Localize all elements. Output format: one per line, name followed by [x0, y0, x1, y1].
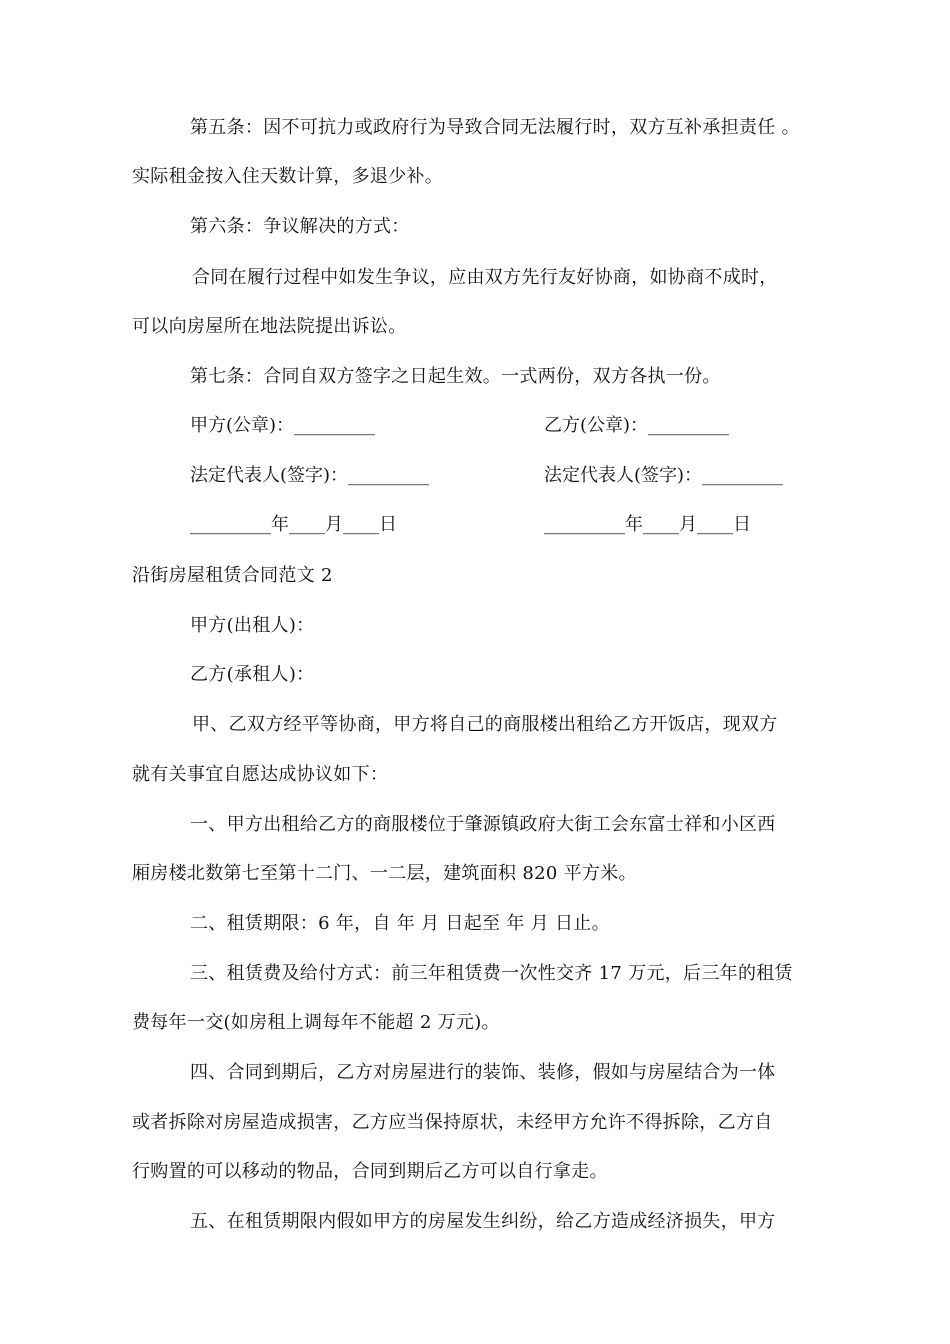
article-4-line-2: 或者拆除对房屋造成损害，乙方应当保持原状，未经甲方允许不得拆除，乙方自: [132, 1112, 773, 1133]
party-b-seal: 乙方(公章)：_________: [544, 415, 730, 436]
article-5-line-1: 五、在租赁期限内假如甲方的房屋发生纠纷，给乙方造成经济损失，甲方: [190, 1211, 776, 1232]
article-4-line-1: 四、合同到期后，乙方对房屋进行的装饰、装修，假如与房屋结合为一体: [190, 1062, 776, 1083]
article-4-line-3: 行购置的可以移动的物品，合同到期后乙方可以自行拿走。: [132, 1161, 608, 1182]
clause-7-line: 第七条：合同自双方签字之日起生效。一式两份，双方各执一份。: [190, 366, 721, 387]
party-b-date: _________年____月____日: [544, 514, 751, 535]
party-b-lessee: 乙方(承租人)：: [190, 664, 315, 685]
article-3-line-2: 费每年一交(如房租上调每年不能超 2 万元)。: [132, 1012, 500, 1033]
clause-6-line-2: 可以向房屋所在地法院提出诉讼。: [132, 316, 407, 337]
party-a-representative: 法定代表人(签字)：_________: [190, 465, 430, 486]
article-1-line-1: 一、甲方出租给乙方的商服楼位于肇源镇政府大街工会东富士祥和小区西: [190, 814, 776, 835]
party-b-representative: 法定代表人(签字)：_________: [544, 465, 784, 486]
party-a-lessor: 甲方(出租人)：: [190, 615, 315, 636]
clause-5-line-1: 第五条：因不可抗力或政府行为导致合同无法履行时，双方互补承担责任 。: [190, 117, 800, 138]
preamble-line-2: 就有关事宜自愿达成协议如下：: [132, 764, 389, 785]
party-a-seal: 甲方(公章)：_________: [190, 415, 376, 436]
clause-6-heading: 第六条：争议解决的方式：: [190, 216, 410, 237]
preamble-line-1: 甲、乙双方经平等协商，甲方将自己的商服楼出租给乙方开饭店，现双方: [192, 714, 778, 735]
article-3-line-1: 三、租赁费及给付方式：前三年租赁费一次性交齐 17 万元，后三年的租赁: [190, 963, 793, 984]
section-title: 沿街房屋租赁合同范文 2: [132, 565, 333, 586]
clause-5-line-2: 实际租金按入住天数计算，多退少补。: [132, 166, 444, 187]
article-1-line-2: 厢房楼北数第七至第十二门、一二层，建筑面积 820 平方米。: [132, 863, 637, 884]
party-a-date: _________年____月____日: [190, 514, 397, 535]
clause-6-line-1: 合同在履行过程中如发生争议，应由双方先行友好协商，如协商不成时，: [192, 267, 778, 288]
article-2-line: 二、租赁期限：6 年，自 年 月 日起至 年 月 日止。: [190, 913, 610, 934]
